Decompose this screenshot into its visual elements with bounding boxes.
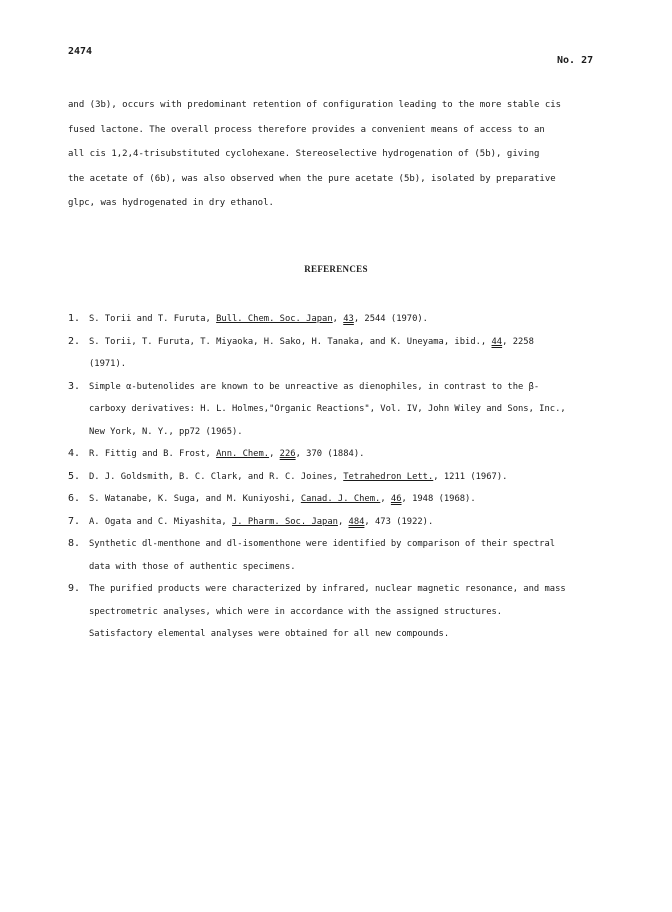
reference-number: 9. <box>68 583 81 594</box>
reference-line <box>89 331 628 354</box>
reference-tail: , 473 (1922). <box>364 516 434 527</box>
reference-number: 4. <box>68 448 81 459</box>
reference-number: 3. <box>68 380 81 392</box>
volume-number: 484 <box>348 516 365 527</box>
journal-name: Ann. Chem. <box>216 449 270 459</box>
journal-name: Bull. Chem. Soc. Japan <box>216 314 333 324</box>
references-list <box>68 308 628 646</box>
reference-number: 6. <box>68 493 81 504</box>
reference-authors: R. Fittig and B. Frost, <box>89 449 217 459</box>
reference-tail: , 1948 (1968). <box>401 494 476 504</box>
paragraph-line: glpc, was hydrogenated in dry ethanol. <box>68 198 274 208</box>
reference-tail: , 2544 (1970). <box>353 314 428 324</box>
reference-authors: D. J. Goldsmith, B. C. Clark, and R. C. Joines, <box>89 471 344 482</box>
reference-number: 5. <box>68 470 81 482</box>
reference-line: Simple α-butenolides are known to be unreactive as dienophiles, in contrast to the β- <box>89 381 540 392</box>
reference-tail: , 2258 <box>502 336 534 347</box>
body-paragraph <box>68 93 608 216</box>
journal-name: Canad. J. Chem. <box>300 494 381 504</box>
paragraph-line: and (3b), occurs with predominant retention of configuration leading to the more stable cis <box>68 100 562 110</box>
reference-line <box>89 466 628 489</box>
reference-tail: , 1211 (1967). <box>433 471 508 482</box>
reference-sep: , <box>337 516 349 527</box>
reference-number: 2. <box>68 335 81 347</box>
reference-item-5 <box>68 466 628 489</box>
reference-authors: S. Torii, T. Furuta, T. Miyaoka, H. Sako, H. Tanaka, and K. Uneyama, ibid., <box>89 336 492 347</box>
reference-item-9 <box>68 578 628 646</box>
reference-line <box>89 511 628 534</box>
reference-item-4 <box>68 443 628 466</box>
references-heading: REFERENCES <box>304 264 368 274</box>
journal-name: J. Pharm. Soc. Japan <box>232 516 338 527</box>
paragraph-line: all cis 1,2,4-trisubstituted cyclohexane. Stereoselective hydrogenation of (5b), giving <box>68 149 540 159</box>
reference-number: 7. <box>68 515 81 527</box>
reference-item-1 <box>68 308 628 331</box>
reference-authors: S. Watanabe, K. Suga, and M. Kuniyoshi, <box>89 494 301 504</box>
reference-line: (1971). <box>89 359 127 369</box>
reference-line <box>89 308 628 331</box>
reference-tail: , 370 (1884). <box>295 449 365 459</box>
reference-line <box>89 443 628 466</box>
volume-number: 226 <box>279 449 296 459</box>
issue-number: No. 27 <box>557 55 594 66</box>
reference-line: The purified products were characterized by infrared, nuclear magnetic resonance, and mass <box>89 584 566 594</box>
reference-number: 1. <box>68 313 81 324</box>
reference-line: carboxy derivatives: H. L. Holmes,"Organic Reactions", Vol. IV, John Wiley and Sons, Inc., <box>89 404 566 414</box>
volume-number: 43 <box>343 314 354 324</box>
reference-item-3 <box>68 376 628 444</box>
reference-line <box>89 488 628 511</box>
journal-name: Tetrahedron Lett. <box>343 471 434 482</box>
reference-line: Satisfactory elemental analyses were obtained for all new compounds. <box>89 629 450 639</box>
reference-item-8 <box>68 533 628 578</box>
page-number: 2474 <box>68 46 93 57</box>
reference-item-6 <box>68 488 628 511</box>
reference-line: data with those of authentic specimens. <box>89 561 296 572</box>
reference-line: spectrometric analyses, which were in accordance with the assigned structures. <box>89 606 503 617</box>
reference-line: New York, N. Y., pp72 (1965). <box>89 426 243 437</box>
volume-number: 44 <box>491 336 503 347</box>
reference-sep: , <box>269 449 280 459</box>
reference-item-2 <box>68 331 628 376</box>
reference-authors: A. Ogata and C. Miyashita, <box>89 516 232 527</box>
reference-number: 8. <box>68 538 81 549</box>
reference-authors: S. Torii and T. Furuta, <box>89 314 217 324</box>
reference-item-7 <box>68 511 628 534</box>
reference-sep: , <box>332 314 344 324</box>
reference-line: Synthetic dl-menthone and dl-isomenthone were identified by comparison of their spectral <box>89 539 556 549</box>
paragraph-line: the acetate of (6b), was also observed when the pure acetate (5b), isolated by preparative <box>68 173 556 184</box>
paragraph-line: fused lactone. The overall process therefore provides a convenient means of access to an <box>68 124 545 135</box>
volume-number: 46 <box>390 494 402 504</box>
reference-sep: , <box>380 494 391 504</box>
